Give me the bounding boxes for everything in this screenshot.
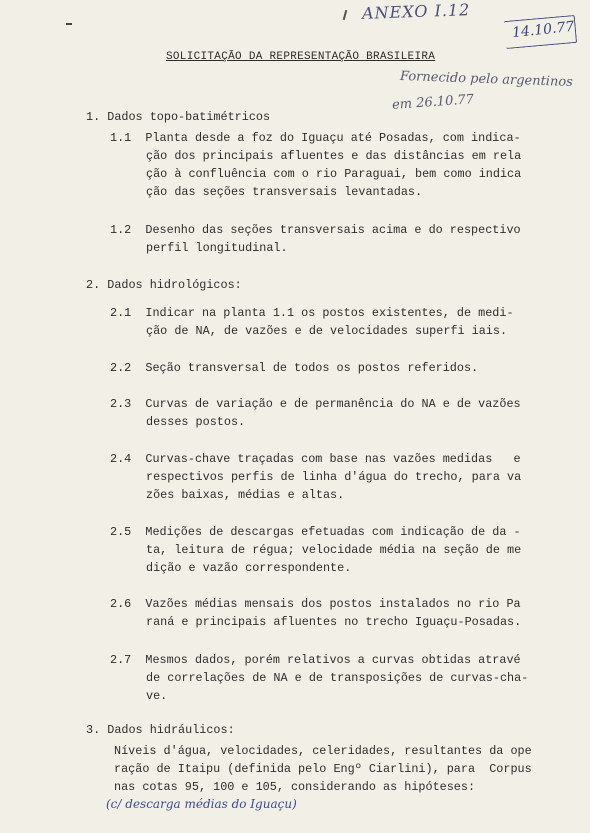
section-heading: 1. Dados topo-batimétricos (86, 110, 271, 124)
item-line: ração de Itaipu (definida pelo Engº Ciarlini), para Corpus (114, 762, 532, 776)
item-line: dição e vazão correspondente. (146, 561, 352, 575)
item-line: nas cotas 95, 100 e 105, considerando as hipóteses: (114, 780, 476, 794)
item-line: 2.1 Indicar na planta 1.1 os postos existentes, de medi- (110, 306, 514, 320)
item-line: 2.3 Curvas de variação e de permanência do NA e de vazões (110, 397, 521, 411)
section-heading: 2. Dados hidrológicos: (86, 278, 242, 292)
item-line: ção de NA, de vazões e de velocidades superfi iais. (146, 324, 508, 338)
item-line: de correlações de NA e de transposições de curvas-cha- (146, 671, 529, 685)
handwritten-note: Fornecido pelo argentinos (399, 68, 574, 91)
item-line: 1.2 Desenho das seções transversais acima e do respectivo (110, 223, 521, 237)
item-line: ta, leitura de régua; velocidade média na seção de me (146, 543, 522, 557)
item-line: ve. (146, 689, 168, 703)
item-line: 1.1 Planta desde a foz do Iguaçu até Posadas, com indica- (110, 131, 521, 145)
item-line: ção das seções transversais levantadas. (146, 185, 423, 199)
document-title: SOLICITAÇÃO DA REPRESENTAÇÃO BRASILEIRA (166, 51, 436, 63)
item-line: raná e principais afluentes no trecho Iguaçu-Posadas. (146, 615, 522, 629)
item-line: perfil longitudinal. (146, 241, 288, 255)
item-line: ção dos principais afluentes e das distâncias em rela (146, 149, 522, 163)
annex-label: ANEXO I.12 (361, 0, 471, 23)
item-line: 2.5 Medições de descargas efetuadas com indicação de da - (110, 525, 521, 539)
pen-mark (66, 23, 72, 25)
item-line: zões baixas, médias e altas. (146, 488, 345, 502)
date-stamp: 14.10.77 (511, 18, 576, 42)
item-line: 2.6 Vazões médias mensais dos postos instalados no rio Pa (110, 597, 521, 611)
item-line: ção à confluência com o rio Paraguai, bem como indica (146, 167, 522, 181)
item-line: 2.4 Curvas-chave traçadas com base nas vazões medidas e (110, 452, 521, 466)
item-line: Níveis d'água, velocidades, celeridades, resultantes da ope (114, 744, 532, 758)
handwritten-note: em 26.10.77 (391, 92, 475, 113)
pen-mark (343, 10, 348, 20)
item-line: desses postos. (146, 415, 246, 429)
item-line: 2.2 Seção transversal de todos os postos referidos. (110, 361, 479, 375)
item-line: 2.7 Mesmos dados, porém relativos a curvas obtidas atravé (110, 653, 521, 667)
section-heading: 3. Dados hidráulicos: (86, 723, 235, 737)
item-line: respectivos perfis de linha d'água do trecho, para va (146, 470, 522, 484)
handwritten-note: (c/ descarga médias do Iguaçu) (106, 797, 297, 811)
